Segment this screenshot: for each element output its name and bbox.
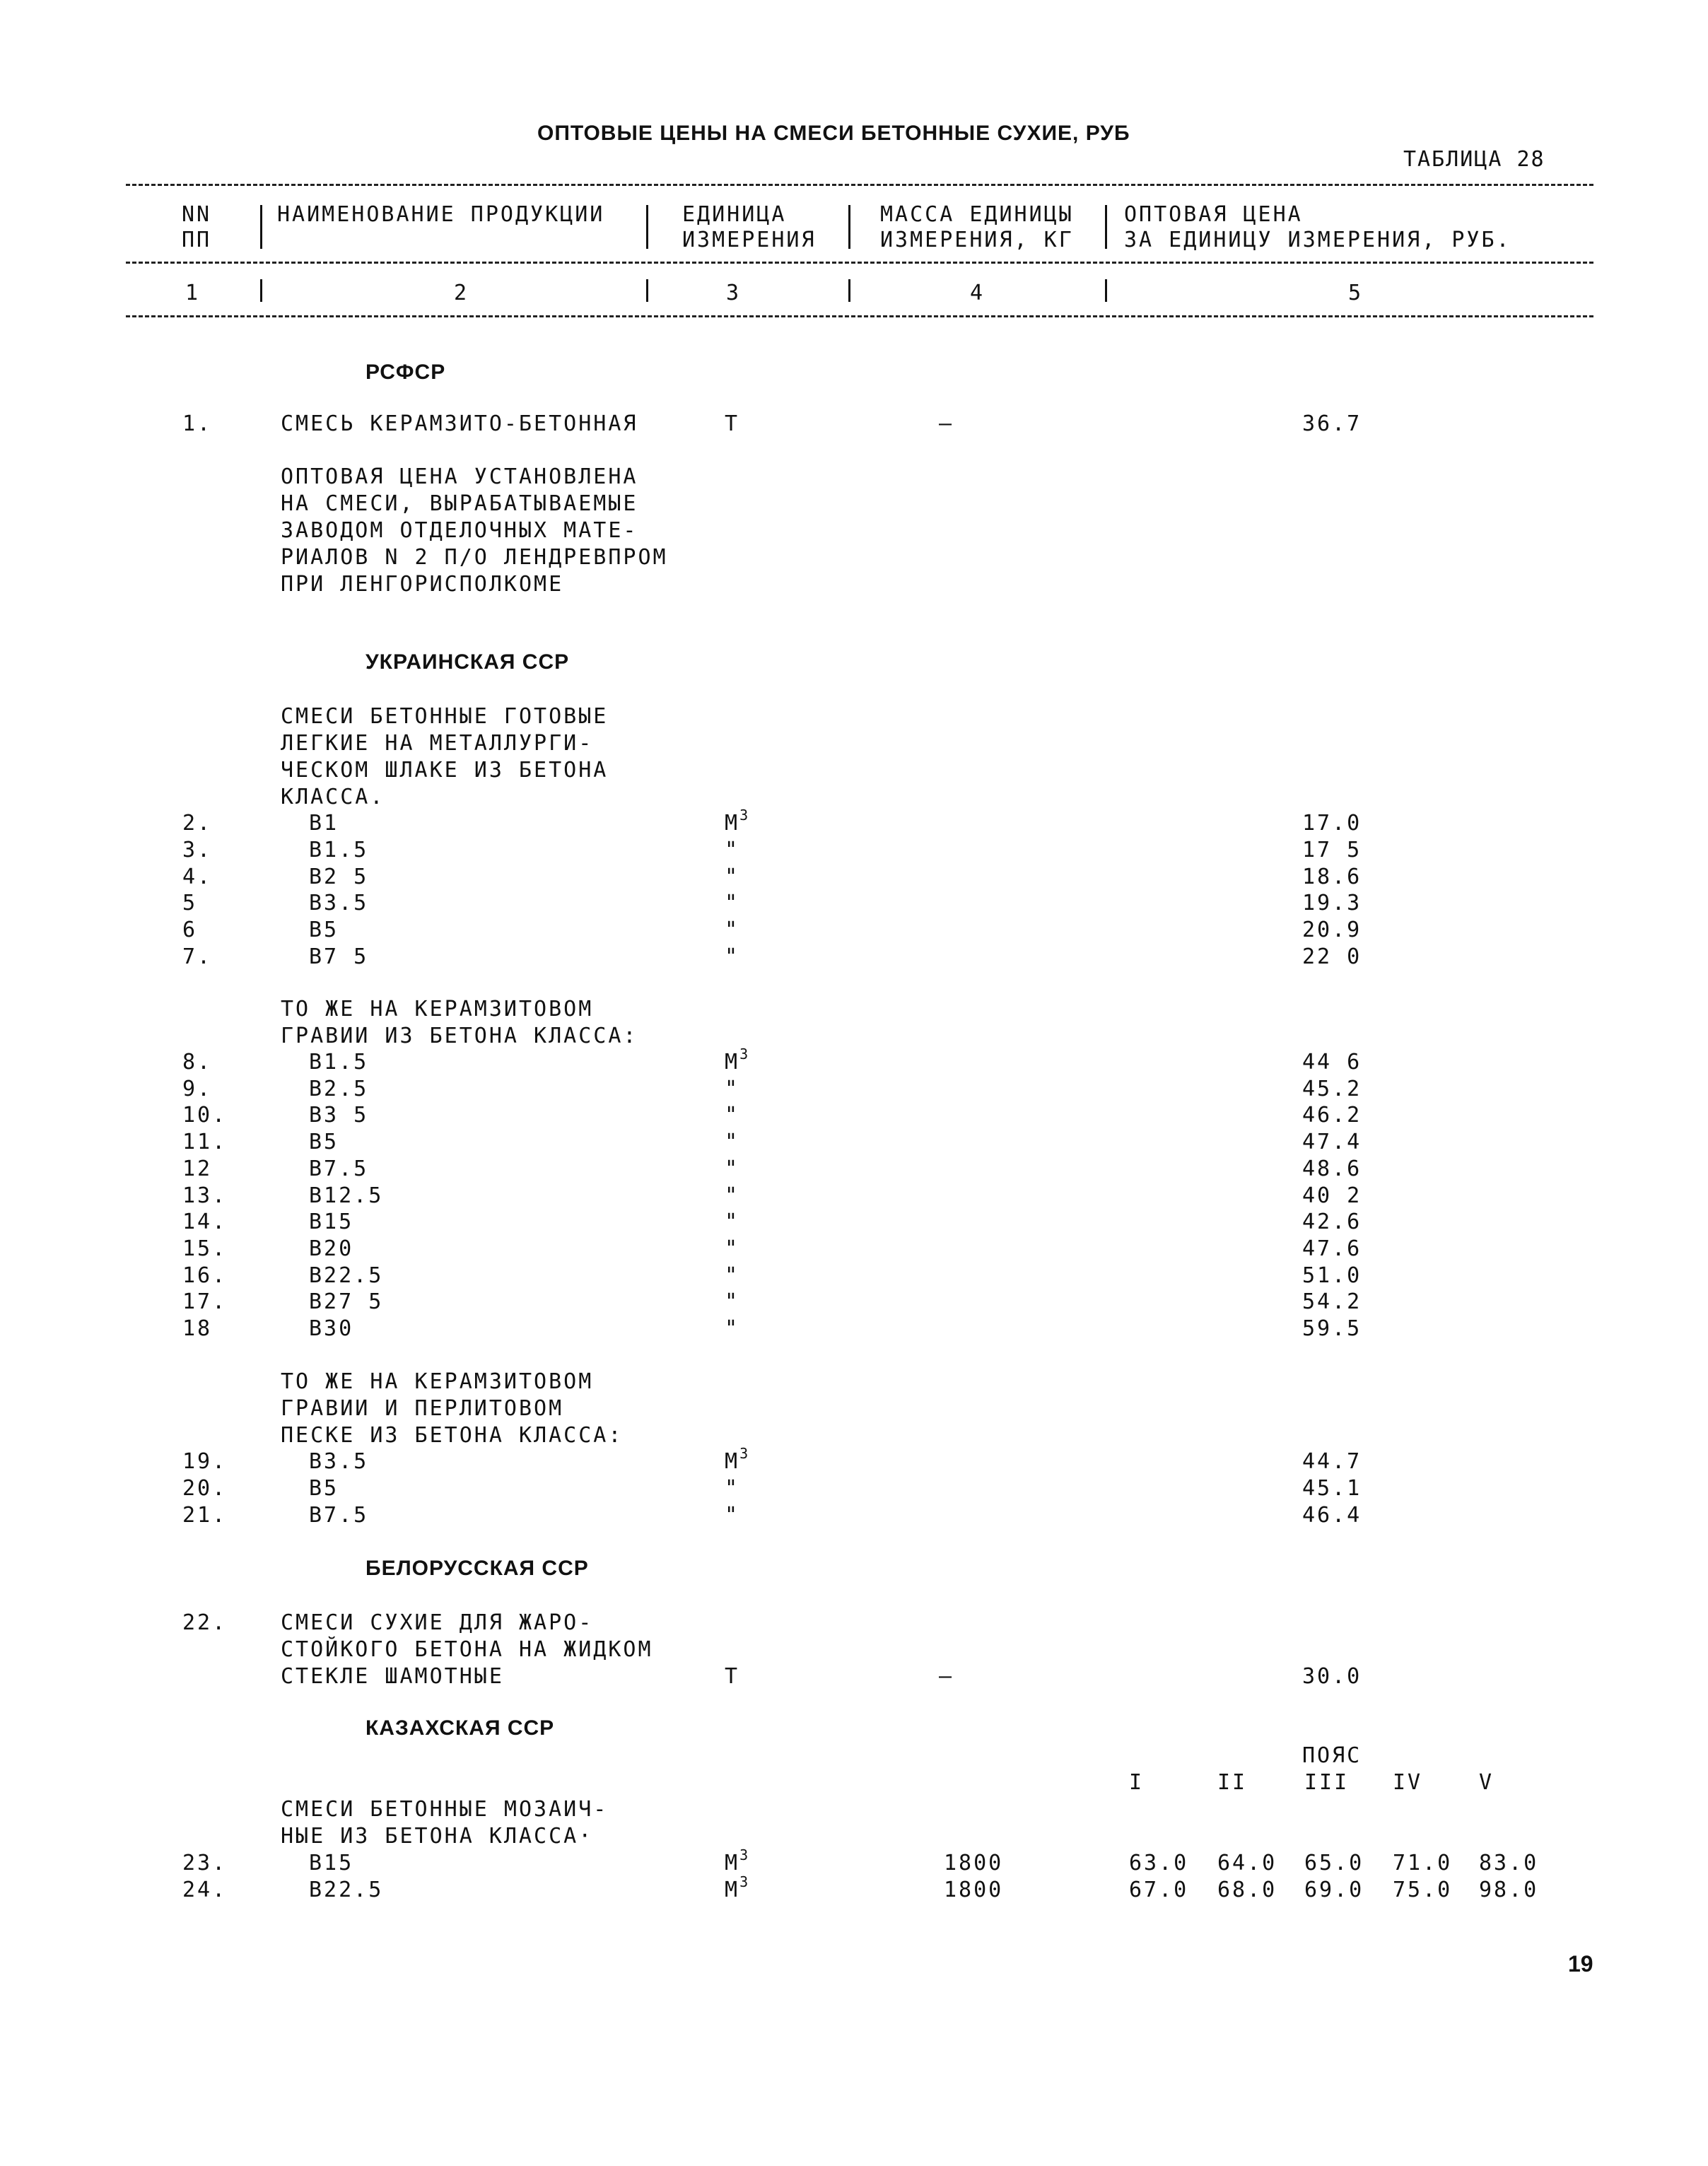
unit-symbol: " xyxy=(725,1236,740,1261)
zone-price: 83.0 xyxy=(1479,1851,1539,1875)
column-number: 4 xyxy=(970,281,985,305)
product-name: В22.5 xyxy=(309,1263,384,1288)
price: 45.1 xyxy=(1302,1475,1362,1501)
price: 42.6 xyxy=(1302,1210,1362,1235)
desc-line: СМЕСИ БЕТОННЫЕ ГОТОВЫЕ xyxy=(281,704,609,729)
header-col3-line2: ИЗМЕРЕНИЯ xyxy=(682,228,817,252)
unit-symbol: " xyxy=(725,1130,740,1155)
column-number: 1 xyxy=(185,281,201,305)
product-name: В15 xyxy=(309,1851,354,1875)
price: 40 2 xyxy=(1302,1183,1362,1208)
section-heading: КАЗАХСКАЯ ССР xyxy=(365,1716,555,1740)
unit xyxy=(725,1503,739,1528)
price: 48.6 xyxy=(1302,1156,1362,1181)
unit xyxy=(725,944,739,969)
product-name: В5 xyxy=(309,918,339,943)
header-col1-line2: ПП xyxy=(182,228,212,252)
header-separator xyxy=(848,205,850,249)
price: 18.6 xyxy=(1302,864,1362,889)
mass: 1800 xyxy=(944,1878,1004,1902)
product-name: В7 5 xyxy=(309,944,369,969)
note-line: РИАЛОВ N 2 П/О ЛЕНДРЕВПРОМ xyxy=(281,545,668,570)
header-col1-line1: NN xyxy=(182,202,212,227)
row-number: 22. xyxy=(182,1610,228,1635)
product-name: В5 xyxy=(309,1130,339,1155)
product-name: В2 5 xyxy=(309,864,369,889)
row-number: 10. xyxy=(182,1103,228,1128)
zone-header: IV xyxy=(1393,1770,1423,1795)
unit xyxy=(725,1445,749,1474)
unit xyxy=(725,1263,739,1288)
unit-exponent: 3 xyxy=(739,1873,749,1890)
unit-symbol: " xyxy=(725,1156,740,1181)
row-number: 16. xyxy=(182,1263,228,1288)
product-name: В22.5 xyxy=(309,1878,384,1902)
header-bottom-rule xyxy=(126,315,1593,317)
header-separator xyxy=(848,279,850,302)
unit-symbol: " xyxy=(725,1183,740,1208)
unit-symbol: " xyxy=(725,1289,740,1315)
row-number: 5 xyxy=(182,891,198,916)
price: 54.2 xyxy=(1302,1289,1362,1315)
column-number: 3 xyxy=(726,281,742,305)
unit xyxy=(725,1476,739,1501)
product-name-line: СМЕСИ СУХИЕ ДЛЯ ЖАРО- xyxy=(281,1610,594,1635)
zone-price: 63.0 xyxy=(1129,1851,1189,1875)
unit-symbol: " xyxy=(725,837,740,862)
header-separator xyxy=(1105,205,1107,249)
row-number: 21. xyxy=(182,1502,228,1528)
unit xyxy=(725,1846,749,1875)
desc-line: КЛАССА. xyxy=(281,785,385,809)
note-line: ОПТОВАЯ ЦЕНА УСТАНОВЛЕНА xyxy=(281,464,638,489)
product-name: В2.5 xyxy=(309,1076,369,1101)
unit-symbol: " xyxy=(725,918,740,943)
desc-line: ГРАВИИ И ПЕРЛИТОВОМ xyxy=(281,1396,564,1421)
row-number: 11. xyxy=(182,1130,228,1155)
unit xyxy=(725,838,739,862)
desc-line: СМЕСИ БЕТОННЫЕ МОЗАИЧ- xyxy=(281,1797,609,1822)
price: 22 0 xyxy=(1302,944,1362,969)
zone-price: 64.0 xyxy=(1217,1851,1277,1875)
desc-line: НЫЕ ИЗ БЕТОНА КЛАССА· xyxy=(281,1824,594,1849)
row-number: 6 xyxy=(182,918,198,943)
header-separator xyxy=(646,205,648,249)
row-number: 2. xyxy=(182,811,213,836)
zone-price: 98.0 xyxy=(1479,1878,1539,1902)
unit-exponent: 3 xyxy=(739,807,749,824)
mass: – xyxy=(939,1664,954,1689)
price: 44.7 xyxy=(1302,1449,1362,1474)
product-name: СМЕСЬ КЕРАМЗИТО-БЕТОННАЯ xyxy=(281,411,638,436)
product-name: В3.5 xyxy=(309,1449,369,1474)
unit xyxy=(725,1210,739,1234)
zone-header: V xyxy=(1479,1770,1494,1795)
zone-price: 65.0 xyxy=(1304,1851,1364,1875)
product-name: В1 xyxy=(309,811,339,836)
price: 46.4 xyxy=(1302,1502,1362,1528)
note-line: ПРИ ЛЕНГОРИСПОЛКОМЕ xyxy=(281,572,564,597)
product-name-line: СТОЙКОГО БЕТОНА НА ЖИДКОМ xyxy=(281,1637,653,1662)
unit-symbol: " xyxy=(725,1103,740,1128)
product-name: В1.5 xyxy=(309,1050,369,1075)
desc-line: ПЕСКЕ ИЗ БЕТОНА КЛАССА: xyxy=(281,1423,624,1448)
unit-symbol: " xyxy=(725,1475,740,1501)
row-number: 23. xyxy=(182,1851,228,1875)
header-col5-line2: ЗА ЕДИНИЦУ ИЗМЕРЕНИЯ, РУБ. xyxy=(1124,228,1511,252)
product-name: В3 5 xyxy=(309,1103,369,1128)
header-col5-line1: ОПТОВАЯ ЦЕНА xyxy=(1124,202,1303,227)
price: 30.0 xyxy=(1302,1664,1362,1689)
section-heading: РСФСР xyxy=(365,361,446,384)
price: 47.6 xyxy=(1302,1236,1362,1261)
mass: 1800 xyxy=(944,1851,1004,1875)
page-number: 19 xyxy=(1568,1951,1593,1977)
desc-line: ЧЕСКОМ ШЛАКЕ ИЗ БЕТОНА xyxy=(281,758,609,783)
unit-symbol: " xyxy=(725,944,740,969)
unit-exponent: 3 xyxy=(739,1846,749,1863)
product-name: В15 xyxy=(309,1210,354,1235)
header-col3-line1: ЕДИНИЦА xyxy=(682,202,787,227)
header-separator xyxy=(260,279,262,302)
desc-line: ТО ЖЕ НА КЕРАМЗИТОВОМ xyxy=(281,1369,594,1394)
unit xyxy=(725,891,739,915)
unit-symbol: " xyxy=(725,1076,740,1101)
price: 17.0 xyxy=(1302,811,1362,836)
unit xyxy=(725,1046,749,1075)
unit-symbol: " xyxy=(725,891,740,916)
unit xyxy=(725,1316,739,1341)
product-name: В27 5 xyxy=(309,1289,384,1315)
unit xyxy=(725,918,739,942)
unit xyxy=(725,1289,739,1314)
zone-price: 69.0 xyxy=(1304,1878,1364,1902)
zone-price: 68.0 xyxy=(1217,1878,1277,1902)
row-number: 24. xyxy=(182,1878,228,1902)
unit-symbol: " xyxy=(725,1210,740,1235)
row-number: 18 xyxy=(182,1316,213,1341)
row-number: 9. xyxy=(182,1076,213,1101)
desc-line: ТО ЖЕ НА КЕРАМЗИТОВОМ xyxy=(281,997,594,1021)
product-name: В12.5 xyxy=(309,1183,384,1208)
unit: Т xyxy=(725,411,740,436)
row-number: 14. xyxy=(182,1210,228,1235)
unit xyxy=(725,1157,739,1181)
header-mid-rule xyxy=(126,262,1593,264)
unit-symbol: М xyxy=(725,1851,740,1875)
row-number: 8. xyxy=(182,1050,213,1075)
unit-symbol: М xyxy=(725,1878,740,1902)
header-col4-line1: МАССА ЕДИНИЦЫ xyxy=(880,202,1074,227)
zone-header: III xyxy=(1304,1770,1350,1795)
unit-symbol: М xyxy=(725,811,740,836)
unit: Т xyxy=(725,1664,740,1689)
unit-exponent: 3 xyxy=(739,1445,749,1462)
unit-symbol: " xyxy=(725,1316,740,1341)
zone-price: 71.0 xyxy=(1393,1851,1453,1875)
product-name-line: СТЕКЛЕ ШАМОТНЫЕ xyxy=(281,1664,504,1689)
zone-header: II xyxy=(1217,1770,1248,1795)
unit xyxy=(725,865,739,889)
product-name: В7.5 xyxy=(309,1502,369,1528)
header-separator xyxy=(260,205,262,249)
note-line: ЗАВОДОМ ОТДЕЛОЧНЫХ МАТЕ- xyxy=(281,518,638,543)
row-number: 15. xyxy=(182,1236,228,1261)
price: 20.9 xyxy=(1302,918,1362,943)
unit-exponent: 3 xyxy=(739,1046,749,1062)
column-number: 2 xyxy=(454,281,469,305)
unit xyxy=(725,1077,739,1101)
price: 36.7 xyxy=(1302,411,1362,436)
table-label: ТАБЛИЦА 28 xyxy=(1403,147,1545,172)
price: 59.5 xyxy=(1302,1316,1362,1341)
row-number: 4. xyxy=(182,864,213,889)
product-name: В7.5 xyxy=(309,1156,369,1181)
note-line: НА СМЕСИ, ВЫРАБАТЫВАЕМЫЕ xyxy=(281,491,638,516)
unit xyxy=(725,1236,739,1261)
row-number: 12 xyxy=(182,1156,213,1181)
product-name: В5 xyxy=(309,1475,339,1501)
unit xyxy=(725,1130,739,1154)
zone-price: 75.0 xyxy=(1393,1878,1453,1902)
price: 19.3 xyxy=(1302,891,1362,916)
product-name: В3.5 xyxy=(309,891,369,916)
product-name: В20 xyxy=(309,1236,354,1261)
header-separator xyxy=(646,279,648,302)
price: 51.0 xyxy=(1302,1263,1362,1288)
row-number: 13. xyxy=(182,1183,228,1208)
desc-line: ГРАВИИ ИЗ БЕТОНА КЛАССА: xyxy=(281,1024,638,1048)
row-number: 20. xyxy=(182,1475,228,1501)
section-heading: УКРАИНСКАЯ ССР xyxy=(365,650,570,674)
price: 45.2 xyxy=(1302,1076,1362,1101)
zone-price: 67.0 xyxy=(1129,1878,1189,1902)
header-top-rule xyxy=(126,184,1593,186)
row-number: 7. xyxy=(182,944,213,969)
row-number: 19. xyxy=(182,1449,228,1474)
unit xyxy=(725,1183,739,1208)
column-number: 5 xyxy=(1348,281,1364,305)
unit xyxy=(725,1103,739,1128)
unit-symbol: " xyxy=(725,1502,740,1528)
zone-header: I xyxy=(1129,1770,1145,1795)
price: 47.4 xyxy=(1302,1130,1362,1155)
desc-line: ЛЕГКИЕ НА МЕТАЛЛУРГИ- xyxy=(281,731,594,756)
header-separator xyxy=(1105,279,1107,302)
row-number: 1. xyxy=(182,411,213,436)
section-heading: БЕЛОРУССКАЯ ССР xyxy=(365,1557,589,1580)
price: 46.2 xyxy=(1302,1103,1362,1128)
header-col4-line2: ИЗМЕРЕНИЯ, КГ xyxy=(880,228,1074,252)
unit-symbol: " xyxy=(725,1263,740,1288)
row-number: 3. xyxy=(182,837,213,862)
header-col2-line1: НАИМЕНОВАНИЕ ПРОДУКЦИИ xyxy=(277,202,605,227)
mass: – xyxy=(939,411,954,436)
product-name: В1.5 xyxy=(309,837,369,862)
unit xyxy=(725,1873,749,1902)
unit xyxy=(725,807,749,836)
price: 44 6 xyxy=(1302,1050,1362,1075)
unit-symbol: М xyxy=(725,1050,740,1075)
unit-symbol: М xyxy=(725,1449,740,1474)
document-title: ОПТОВЫЕ ЦЕНЫ НА СМЕСИ БЕТОННЫЕ СУХИЕ, РУБ xyxy=(537,122,1130,145)
unit-symbol: " xyxy=(725,864,740,889)
row-number: 17. xyxy=(182,1289,228,1315)
zone-label: ПОЯС xyxy=(1302,1743,1362,1768)
product-name: В30 xyxy=(309,1316,354,1341)
price: 17 5 xyxy=(1302,837,1362,862)
